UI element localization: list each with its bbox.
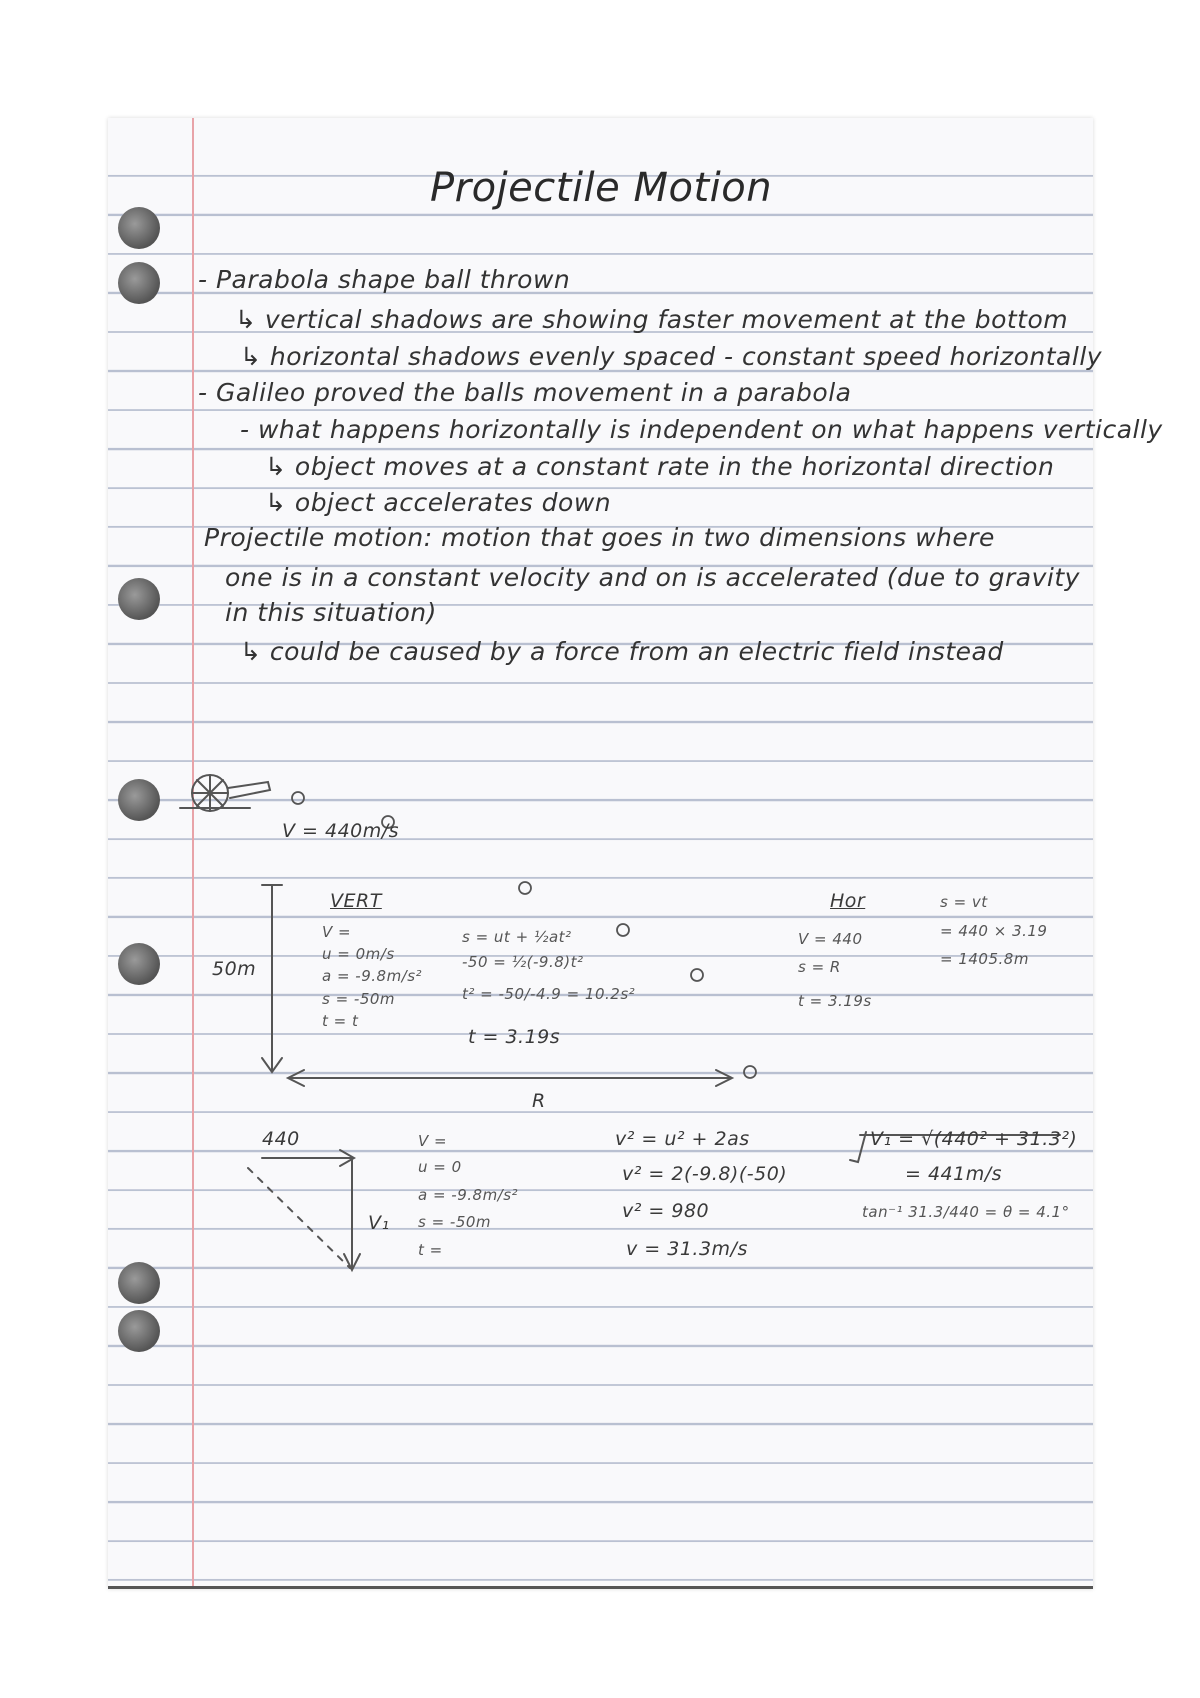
vert-u: u = 0m/s	[322, 945, 395, 963]
hor-eq2: = 440 × 3.19	[940, 922, 1048, 940]
eq-line: v = 31.3m/s	[626, 1238, 748, 1260]
horizontal-component: 440	[262, 1128, 300, 1150]
vertical-component: V₁	[368, 1212, 390, 1234]
height-arrow	[262, 885, 282, 1072]
note-line: ↳ horizontal shadows evenly spaced - constant speed horizontally	[240, 342, 1103, 371]
result-line: V₁ = √(440² + 31.3²)	[870, 1128, 1078, 1150]
vert-s: s = -50m	[322, 990, 396, 1008]
range-arrow	[288, 1070, 732, 1086]
v2-u: u = 0	[418, 1158, 462, 1176]
v2-s: s = -50m	[418, 1213, 492, 1231]
v2-a: a = -9.8m/s²	[418, 1186, 519, 1204]
vert-eq3: t² = -50/-4.9 = 10.2s²	[462, 985, 636, 1003]
note-line: - what happens horizontally is independent on what happens vertically	[240, 415, 1163, 444]
vert-t: t = t	[322, 1012, 359, 1030]
note-line: - Parabola shape ball thrown	[198, 265, 571, 294]
hor-s: s = R	[798, 958, 841, 976]
note-line: Projectile motion: motion that goes in two dimensions where	[204, 523, 995, 552]
note-line: in this situation)	[225, 598, 437, 627]
range-label: R	[532, 1090, 546, 1112]
hor-eq1: s = vt	[940, 893, 988, 911]
note-line: ↳ object accelerates down	[265, 488, 612, 517]
note-line: ↳ could be caused by a force from an electric field instead	[240, 637, 1004, 666]
vert-eq4: t = 3.19s	[468, 1026, 561, 1048]
page-title: Projectile Motion	[430, 165, 773, 211]
note-line: one is in a constant velocity and on is accelerated (due to gravity	[225, 563, 1080, 592]
cannon-icon	[180, 775, 270, 811]
hor-v: V = 440	[798, 930, 863, 948]
eq-line: v² = 980	[622, 1200, 710, 1222]
note-line: ↳ object moves at a constant rate in the horizontal direction	[265, 452, 1055, 481]
v2-t: t =	[418, 1241, 443, 1259]
eq-line: v² = 2(-9.8)(-50)	[622, 1163, 788, 1185]
vert-v: V =	[322, 923, 352, 941]
launch-velocity: V = 440m/s	[282, 820, 400, 842]
result-line: tan⁻¹ 31.3/440 = θ = 4.1°	[862, 1203, 1070, 1221]
vert-eq2: -50 = ½(-9.8)t²	[462, 953, 584, 971]
result-line: = 441m/s	[905, 1163, 1003, 1185]
hor-t: t = 3.19s	[798, 992, 872, 1010]
hor-eq3: = 1405.8m	[940, 950, 1029, 968]
eq-line: v² = u² + 2as	[615, 1128, 750, 1150]
vert-a: a = -9.8m/s²	[322, 967, 423, 985]
hor-heading: Hor	[830, 890, 866, 912]
note-line: ↳ vertical shadows are showing faster movement at the bottom	[235, 305, 1069, 334]
v2-v: V =	[418, 1132, 448, 1150]
height-label: 50m	[212, 958, 257, 980]
vert-heading: VERT	[330, 890, 382, 912]
vert-eq1: s = ut + ½at²	[462, 928, 572, 946]
note-line: - Galileo proved the balls movement in a parabola	[198, 378, 852, 407]
